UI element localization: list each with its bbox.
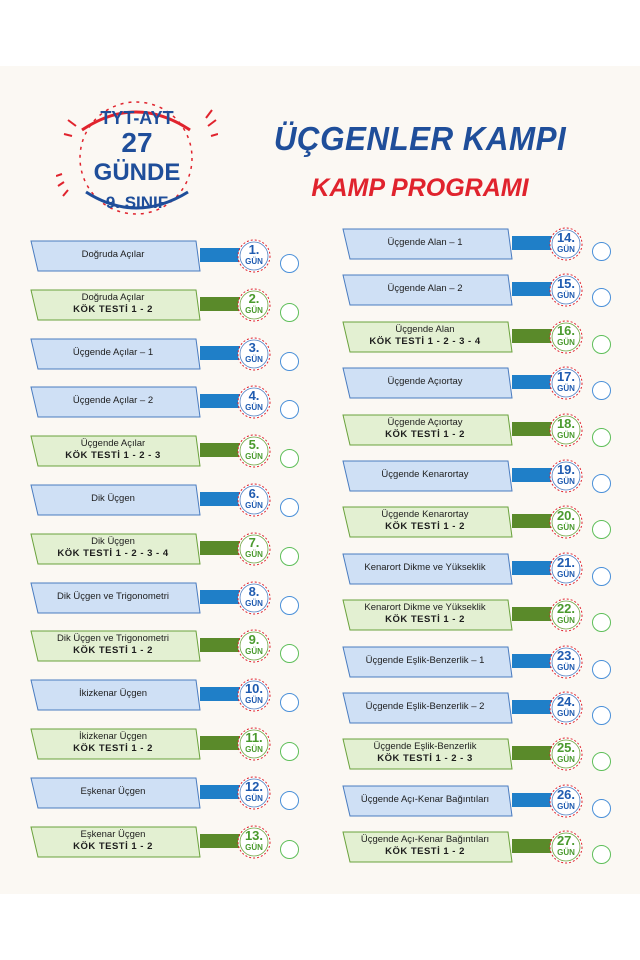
- schedule-row: [342, 412, 617, 452]
- camp-logo: [56, 96, 218, 220]
- topic-title: İkizkenar Üçgen: [78, 731, 148, 742]
- day-badge: [236, 775, 274, 811]
- topic-banner: [342, 228, 514, 258]
- schedule-row: [30, 775, 305, 815]
- topic-title: Üçgende Eşlik-Benzerlik: [373, 741, 477, 753]
- topic-title: Dik Üçgen: [91, 535, 135, 547]
- topic-subtitle: KÖK TESTİ 1 - 2 - 3: [65, 450, 161, 462]
- completion-checkbox[interactable]: [280, 400, 299, 419]
- schedule-row: [342, 226, 617, 266]
- schedule-row: [342, 736, 617, 776]
- day-label: GÜN: [245, 501, 263, 510]
- completion-checkbox[interactable]: [280, 644, 299, 663]
- page-title: ÜÇGENLER KAMPI: [273, 120, 567, 157]
- topic-title: Üçgende Açılar – 1: [72, 346, 154, 358]
- day-label: GÜN: [557, 337, 575, 347]
- topic-subtitle: KÖK TESTİ 1 - 2 - 3: [377, 753, 473, 765]
- day-label: GÜN: [557, 291, 575, 301]
- completion-checkbox[interactable]: [280, 791, 299, 810]
- day-number: 9.: [248, 632, 260, 648]
- topic-subtitle: KÖK TESTİ 1 - 2: [385, 521, 465, 533]
- schedule-row: [342, 458, 617, 498]
- schedule-row: [30, 384, 305, 424]
- schedule-row: [30, 677, 305, 717]
- topic-banner: [30, 435, 202, 465]
- completion-checkbox[interactable]: [280, 498, 299, 517]
- day-number: 27.: [556, 833, 576, 849]
- topic-subtitle: KÖK TESTİ 1 - 2: [385, 428, 465, 440]
- day-label: GÜN: [557, 755, 575, 765]
- day-number: 8.: [248, 583, 260, 599]
- topic-subtitle: KÖK TESTİ 1 - 2: [73, 303, 153, 315]
- completion-checkbox[interactable]: [592, 474, 611, 493]
- schedule-row: [342, 597, 617, 637]
- topic-banner: [30, 533, 202, 563]
- day-badge: [548, 736, 586, 772]
- day-label: GÜN: [557, 616, 575, 626]
- topic-subtitle: KÖK TESTİ 1 - 2: [73, 645, 153, 657]
- schedule-row: [342, 690, 617, 730]
- day-badge: [236, 433, 274, 469]
- topic-banner: [30, 728, 202, 758]
- day-badge: [548, 412, 586, 448]
- day-label: GÜN: [245, 745, 263, 754]
- day-label: GÜN: [245, 647, 263, 657]
- topic-title: Üçgende Alan: [395, 323, 455, 335]
- day-label: GÜN: [245, 793, 263, 803]
- day-label: GÜN: [557, 801, 575, 811]
- day-badge: [548, 319, 586, 355]
- completion-checkbox[interactable]: [280, 547, 299, 566]
- day-number: 22.: [556, 601, 576, 617]
- day-number: 21.: [556, 554, 576, 570]
- day-badge: [548, 458, 586, 494]
- topic-banner: [342, 321, 514, 351]
- completion-checkbox[interactable]: [592, 799, 611, 818]
- day-label: GÜN: [557, 848, 575, 858]
- logo-top-text: TYT-AYT: [100, 108, 174, 128]
- day-label: GÜN: [245, 549, 263, 559]
- topic-banner: [342, 599, 514, 629]
- completion-checkbox[interactable]: [280, 596, 299, 615]
- topic-title: İkizkenar Üçgen: [78, 688, 148, 700]
- day-badge: [236, 482, 274, 518]
- topic-banner: [30, 289, 202, 319]
- schedule-row: [30, 238, 305, 278]
- day-label: GÜN: [245, 403, 263, 413]
- topic-title: Üçgende Açı-Kenar Bağıntıları: [360, 793, 490, 805]
- completion-checkbox[interactable]: [592, 428, 611, 447]
- schedule-row: [342, 644, 617, 684]
- day-label: GÜN: [245, 257, 263, 266]
- topic-banner: [342, 831, 514, 861]
- day-label: GÜN: [245, 598, 263, 608]
- day-badge: [548, 365, 586, 401]
- topic-banner: [342, 367, 514, 397]
- logo-bottom-text: 9. SINIF: [105, 193, 169, 212]
- schedule-row: [30, 580, 305, 620]
- completion-checkbox[interactable]: [280, 693, 299, 712]
- day-number: 14.: [556, 230, 576, 245]
- topic-banner: [30, 240, 202, 270]
- schedule-row: [342, 829, 617, 869]
- day-label: GÜN: [557, 430, 575, 440]
- topic-banner: [342, 785, 514, 815]
- topic-title: Dik Üçgen ve Trigonometri: [57, 633, 169, 645]
- topic-subtitle: KÖK TESTİ 1 - 2: [73, 743, 153, 754]
- topic-title: Kenarort Dikme ve Yükseklik: [364, 602, 486, 614]
- day-badge: [548, 272, 586, 308]
- schedule-row: [30, 482, 305, 522]
- topic-banner: [342, 274, 514, 304]
- day-label: GÜN: [245, 354, 263, 364]
- topic-banner: [30, 630, 202, 660]
- day-number: 26.: [556, 786, 576, 802]
- completion-checkbox[interactable]: [592, 335, 611, 354]
- topic-banner: [30, 826, 202, 856]
- day-number: 19.: [556, 462, 576, 477]
- schedule-row: [342, 504, 617, 544]
- day-badge: [548, 504, 586, 540]
- day-badge: [548, 551, 586, 587]
- day-badge: [236, 384, 274, 420]
- schedule-row: [30, 531, 305, 571]
- topic-banner: [342, 460, 514, 490]
- schedule-row: [342, 272, 617, 312]
- topic-banner: [30, 386, 202, 416]
- topic-title: Doğruda Açılar: [81, 249, 145, 260]
- day-badge: [548, 690, 586, 726]
- schedule-row: [30, 287, 305, 327]
- day-number: 7.: [248, 534, 260, 550]
- schedule-row: [342, 783, 617, 823]
- day-number: 18.: [556, 415, 576, 431]
- day-label: GÜN: [245, 305, 263, 315]
- day-number: 4.: [248, 388, 260, 404]
- completion-checkbox[interactable]: [592, 660, 611, 679]
- page-subtitle: KAMP PROGRAMI: [311, 174, 529, 202]
- day-badge: [236, 336, 274, 372]
- completion-checkbox[interactable]: [592, 288, 611, 307]
- topic-title: Üçgende Eşlik-Benzerlik – 1: [365, 654, 485, 666]
- topic-banner: [30, 777, 202, 807]
- completion-checkbox[interactable]: [280, 254, 299, 273]
- day-badge: [548, 644, 586, 680]
- completion-checkbox[interactable]: [280, 840, 299, 859]
- completion-checkbox[interactable]: [592, 242, 611, 261]
- day-number: 17.: [556, 369, 576, 385]
- day-label: GÜN: [557, 477, 575, 486]
- day-number: 5.: [248, 437, 260, 453]
- day-number: 24.: [556, 694, 576, 709]
- day-badge: [236, 238, 274, 274]
- completion-checkbox[interactable]: [592, 845, 611, 864]
- topic-banner: [342, 414, 514, 444]
- day-number: 16.: [556, 322, 576, 338]
- day-badge: [236, 824, 274, 860]
- topic-title: Doğruda Açılar: [81, 291, 145, 303]
- completion-checkbox[interactable]: [592, 567, 611, 586]
- day-badge: [236, 580, 274, 616]
- completion-checkbox[interactable]: [280, 742, 299, 761]
- completion-checkbox[interactable]: [592, 752, 611, 771]
- day-number: 23.: [556, 647, 576, 663]
- day-number: 1.: [248, 242, 260, 257]
- topic-title: Üçgende Alan – 1: [387, 237, 463, 248]
- schedule-row: [30, 433, 305, 473]
- topic-title: Üçgende Açıortay: [387, 416, 463, 428]
- completion-checkbox[interactable]: [592, 520, 611, 539]
- topic-title: Üçgende Alan – 2: [387, 283, 463, 295]
- topic-title: Eşkenar Üçgen: [80, 785, 146, 797]
- day-label: GÜN: [557, 245, 575, 254]
- day-badge: [548, 226, 586, 262]
- logo-number: 27: [121, 127, 153, 158]
- topic-title: Üçgende Eşlik-Benzerlik – 2: [365, 701, 485, 712]
- topic-title: Kenarort Dikme ve Yükseklik: [364, 561, 486, 573]
- day-label: GÜN: [557, 662, 575, 672]
- schedule-row: [30, 336, 305, 376]
- logo-middle-text: GÜNDE: [93, 159, 181, 186]
- day-badge: [236, 677, 274, 713]
- day-label: GÜN: [557, 569, 575, 579]
- day-label: GÜN: [557, 384, 575, 394]
- schedule-row: [30, 726, 305, 766]
- day-number: 11.: [245, 730, 263, 745]
- day-number: 13.: [244, 827, 264, 843]
- topic-title: Üçgende Açıortay: [387, 376, 463, 388]
- topic-banner: [342, 738, 514, 768]
- topic-title: Dik Üçgen: [91, 493, 135, 504]
- completion-checkbox[interactable]: [280, 449, 299, 468]
- day-badge: [548, 597, 586, 633]
- topic-banner: [30, 679, 202, 709]
- topic-banner: [30, 338, 202, 368]
- topic-banner: [30, 484, 202, 514]
- day-number: 10.: [244, 681, 264, 697]
- completion-checkbox[interactable]: [280, 352, 299, 371]
- completion-checkbox[interactable]: [592, 706, 611, 725]
- topic-subtitle: KÖK TESTİ 1 - 2 - 3 - 4: [57, 547, 169, 559]
- day-label: GÜN: [557, 709, 575, 718]
- day-badge: [236, 287, 274, 323]
- day-number: 25.: [556, 740, 576, 756]
- day-label: GÜN: [245, 696, 263, 706]
- topic-subtitle: KÖK TESTİ 1 - 2: [73, 840, 153, 852]
- schedule-row: [342, 551, 617, 591]
- day-label: GÜN: [245, 452, 263, 462]
- topic-title: Üçgende Kenarortay: [381, 469, 469, 480]
- day-badge: [548, 829, 586, 865]
- day-number: 12.: [244, 778, 264, 794]
- topic-subtitle: KÖK TESTİ 1 - 2 - 3 - 4: [369, 335, 481, 347]
- topic-title: Üçgende Kenarortay: [381, 509, 469, 521]
- topic-banner: [30, 582, 202, 612]
- topic-banner: [342, 692, 514, 722]
- topic-banner: [342, 553, 514, 583]
- schedule-row: [342, 319, 617, 359]
- day-number: 6.: [248, 486, 260, 501]
- topic-title: Eşkenar Üçgen: [80, 828, 146, 840]
- topic-title: Üçgende Açılar: [80, 438, 146, 450]
- schedule-row: [30, 824, 305, 864]
- day-number: 15.: [556, 276, 576, 292]
- day-badge: [236, 531, 274, 567]
- topic-title: Üçgende Açılar – 2: [72, 395, 154, 407]
- completion-checkbox[interactable]: [592, 381, 611, 400]
- schedule-row: [30, 628, 305, 668]
- day-label: GÜN: [245, 842, 263, 852]
- topic-title: Üçgende Açı-Kenar Bağıntıları: [360, 834, 490, 846]
- topic-subtitle: KÖK TESTİ 1 - 2: [385, 846, 465, 858]
- day-number: 20.: [556, 508, 576, 524]
- day-badge: [548, 783, 586, 819]
- topic-banner: [342, 646, 514, 676]
- schedule-row: [342, 365, 617, 405]
- topic-title: Dik Üçgen ve Trigonometri: [57, 590, 169, 602]
- day-badge: [236, 628, 274, 664]
- day-number: 3.: [248, 339, 260, 355]
- day-label: GÜN: [557, 523, 575, 533]
- completion-checkbox[interactable]: [592, 613, 611, 632]
- day-badge: [236, 726, 274, 762]
- topic-banner: [342, 506, 514, 536]
- completion-checkbox[interactable]: [280, 303, 299, 322]
- topic-subtitle: KÖK TESTİ 1 - 2: [385, 614, 465, 626]
- day-number: 2.: [248, 290, 260, 306]
